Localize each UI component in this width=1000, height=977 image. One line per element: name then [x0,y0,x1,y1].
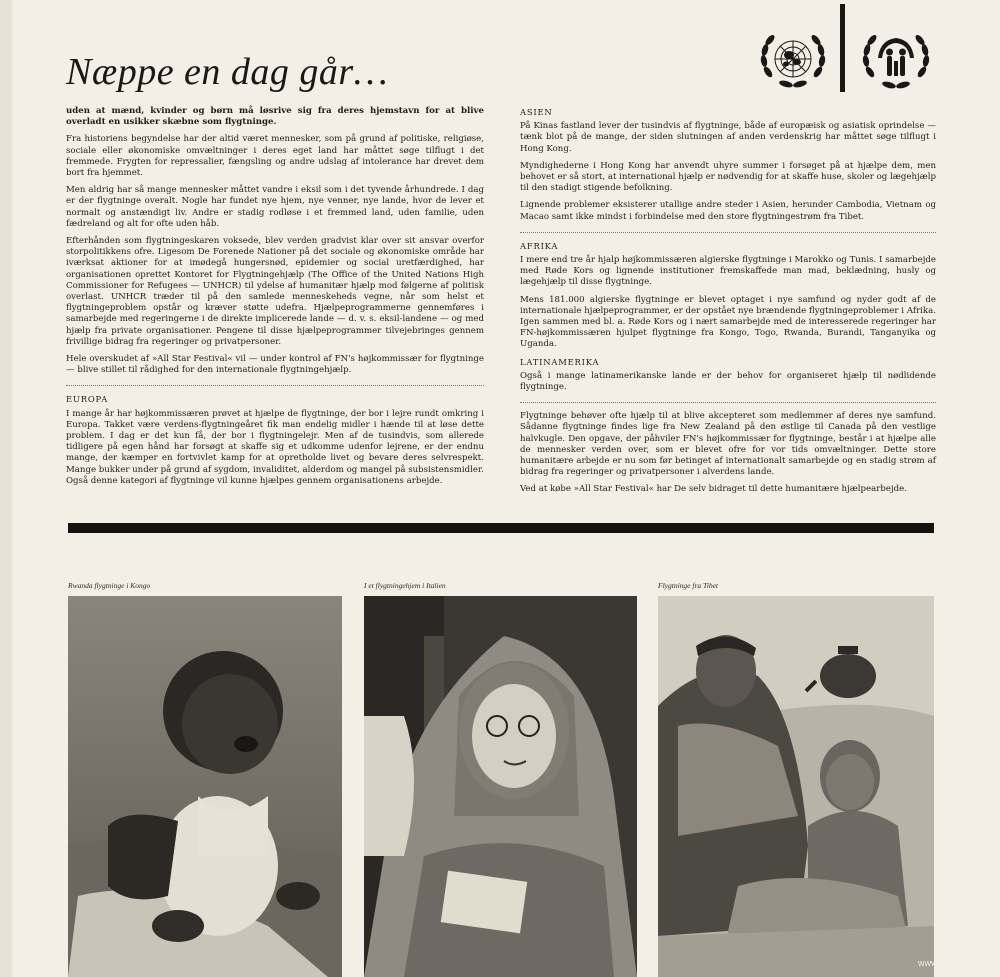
photo-tibet-refugees [658,596,934,977]
caption-italien: I et flygtningehjem i Italien [364,581,446,590]
caption-rwanda: Rwanda flygtninge i Kongo [68,581,151,590]
intro-paragraph: Fra historiens begyndelse har der altid været mennesker, som på grund af politiske, religiøse, sociale eller økonomiske omvæltninger i deres eget land har måttet søge tilflugt i det fremmede. Frygten for repressalier, fængsling og andre udslag af intolerance har drevet dem bort fra hjemmet. [66,134,484,179]
asien-paragraph: På Kinas fastland lever der tusindvis af flygtninge, både af europæisk og asiatisk oprindelse — tænk blot på de mange, der siden slutningen af anden verdenskrig har måttet søge tilflugt i Hong Kong. [520,121,936,154]
paper-edge [0,0,12,977]
un-emblem-icon [756,28,830,94]
afrika-paragraph: Mens 181.000 algierske flygtninge er blevet optaget i nye samfund og nyder godt af de internationale hjælpeprogrammer, er der opstået nye brændende flygtningeproblemer i Afrika. Igen sammen med bl. a. Røde Kors og i nært samarbejde med de interesserede regeringer har FN-højkommissæren hjulpet flygtninge fra Kongo, Togo, Rwanda, Burandi, Tanganyika og Uganda. [520,294,936,350]
section-divider [66,385,484,386]
exile-paragraph: Men aldrig har så mange mennesker måttet vandre i eksil som i det tyvende århundrede. I dag er der flygtninge overalt. Nogle har fundet nye hjem, nye venner, nye lande, hvor de lever et normalt og anstændigt liv. Andre er stadig rodløse i et fremmed land, uden familie, uden fædreland og alt for ofte uden håb. [66,185,484,229]
caption-tibet: Flygtninge fra Tibet [658,581,718,590]
closing-paragraph: Ved at købe »All Star Festival« har De selv bidraget til dette humanitære hjælpearbejde. [520,484,907,495]
photo-rwanda-child [68,596,342,977]
emblem-divider [840,4,845,92]
right-text-column [520,105,936,502]
photo-italien-woman [364,596,637,977]
europa-paragraph: I mange år har højkommissæren prøvet at hjælpe de flygtninge, der bor i lejre rundt omkring i Europa. Takket være verdens-flygtningeåret fik man endelig midler i hænde til at løse dette problem. I dag er det kun få, der bor i flygtningelejr. Men af de tusindvis, som allerede tidligere på egen hånd har forsøgt at skaffe sig et udkomme udenfor lejrene, er der endnu mange, der kæmper en fortvivlet kamp for at opretholde livet og bevare deres selvrespekt. Mange bukker under på grund af sygdom, invaliditet, alderdom og mangel på subsistensmidler. [66,408,484,475]
latinamerika-paragraph: Også i mange latinamerikanske lande er der behov for organiseret hjælp til nødlidende flygtninge. [520,370,936,393]
lead-paragraph: uden at mænd, kvinder og børn må løsrive sig fra deres hjemstavn for at blive overladt en usikker skæbne som flygtninge. [66,106,484,128]
asien-paragraph: Myndighederne i Hong Kong har anvendt uhyre summer i forsøget på at hjælpe dem, men behovet er så stort, at international hjælp er nødvendig for at skaffe huse, skoler og lægehjælp til den stadigt stigende befolkning. [520,160,936,194]
left-text-column [66,106,484,493]
unhcr-paragraph: Efterhånden som flygtningeskaren voksede, blev verden gradvist klar over sit ansvar overfor storpolitikkens ofre. Ligesom De Forenede Nationer på det sociale og økonomiske område har iværksat aktioner for at imødegå hungersnød, epidemier og social uretfærdighed, har organisationen oprettet Kontoret for Flygtningehjælp (The Office of the United Nations High Commissioner for Refugees — UNHCR) til ydelse af humanitær hjælp mod følgerne af politisk overlast. UNHCR træder til på den samlede menneskeheds vegne, når som helst et flygtningeproblem opstår og kræver støtte udefra. Hjælpeprogrammerne gennemføres i samarbejde med regeringerne i de direkte implicerede lande — d. v. s. eksil-landene — og med hjælp fra private organisationer. Pengene til disse hjælpeprogrammer tilvejebringes gennem frivillige bidrag fra regeringer og privatpersoner. [66,236,484,347]
watermark: www.ay.by [918,958,961,968]
section-heading-afrika: AFRIKA [520,240,559,251]
section-divider [520,402,936,403]
afrika-paragraph: I mere end tre år hjalp højkommissæren algierske flygtninge i Marokko og Tunis. I samarbejde med Røde Kors og lignende institutioner fremskaffede man mad, beklædning, husly og lægehjælp til disse flygtninge. [520,255,936,288]
asien-paragraph: Lignende problemer eksisterer utallige andre steder i Asien, herunder Cambodia, Vietnam og Macao samt ikke mindst i forbindelse med den store flygtningestrøm fra Tibet. [520,200,936,222]
section-heading-asien: ASIEN [520,107,553,117]
section-heading-europa: EUROPA [66,394,109,405]
closing-paragraph: Flygtninge behøver ofte hjælp til at blive akcepteret som medlemmer af deres nye samfund. Sådanne flygtninge findes lige fra New Zealand på den østlige til Canada på den vestlige halvkugle. Den opgave, der påhviler FN's højkommissær for flygtninge, består i at hjælpe alle de mennesker verden over, som er blevet ofre for vor tids omvæltninger. Dette store humanitære arbejde er nu som før betinget af internationalt samarbejde og en stadig strøm af bidrag fra regeringer og privatpersoner i alverdens lande. [520,411,936,478]
section-heading-latinamerika: LATINAMERIKA [520,356,600,367]
section-divider [520,232,936,233]
festival-paragraph: Hele overskudet af »All Star Festival« vil — under kontrol af FN's højkommissær for flygtninge — blive stillet til rådighed for den internationale flygtningehjælp. [66,354,484,376]
unhcr-emblem-icon [858,28,934,94]
europa-paragraph: Også denne kategori af flygtninge vil kunne hjælpes gennem organisationens arbejde. [66,475,443,486]
black-rule [68,523,934,533]
page-title: Næppe en dag går… [66,51,388,93]
